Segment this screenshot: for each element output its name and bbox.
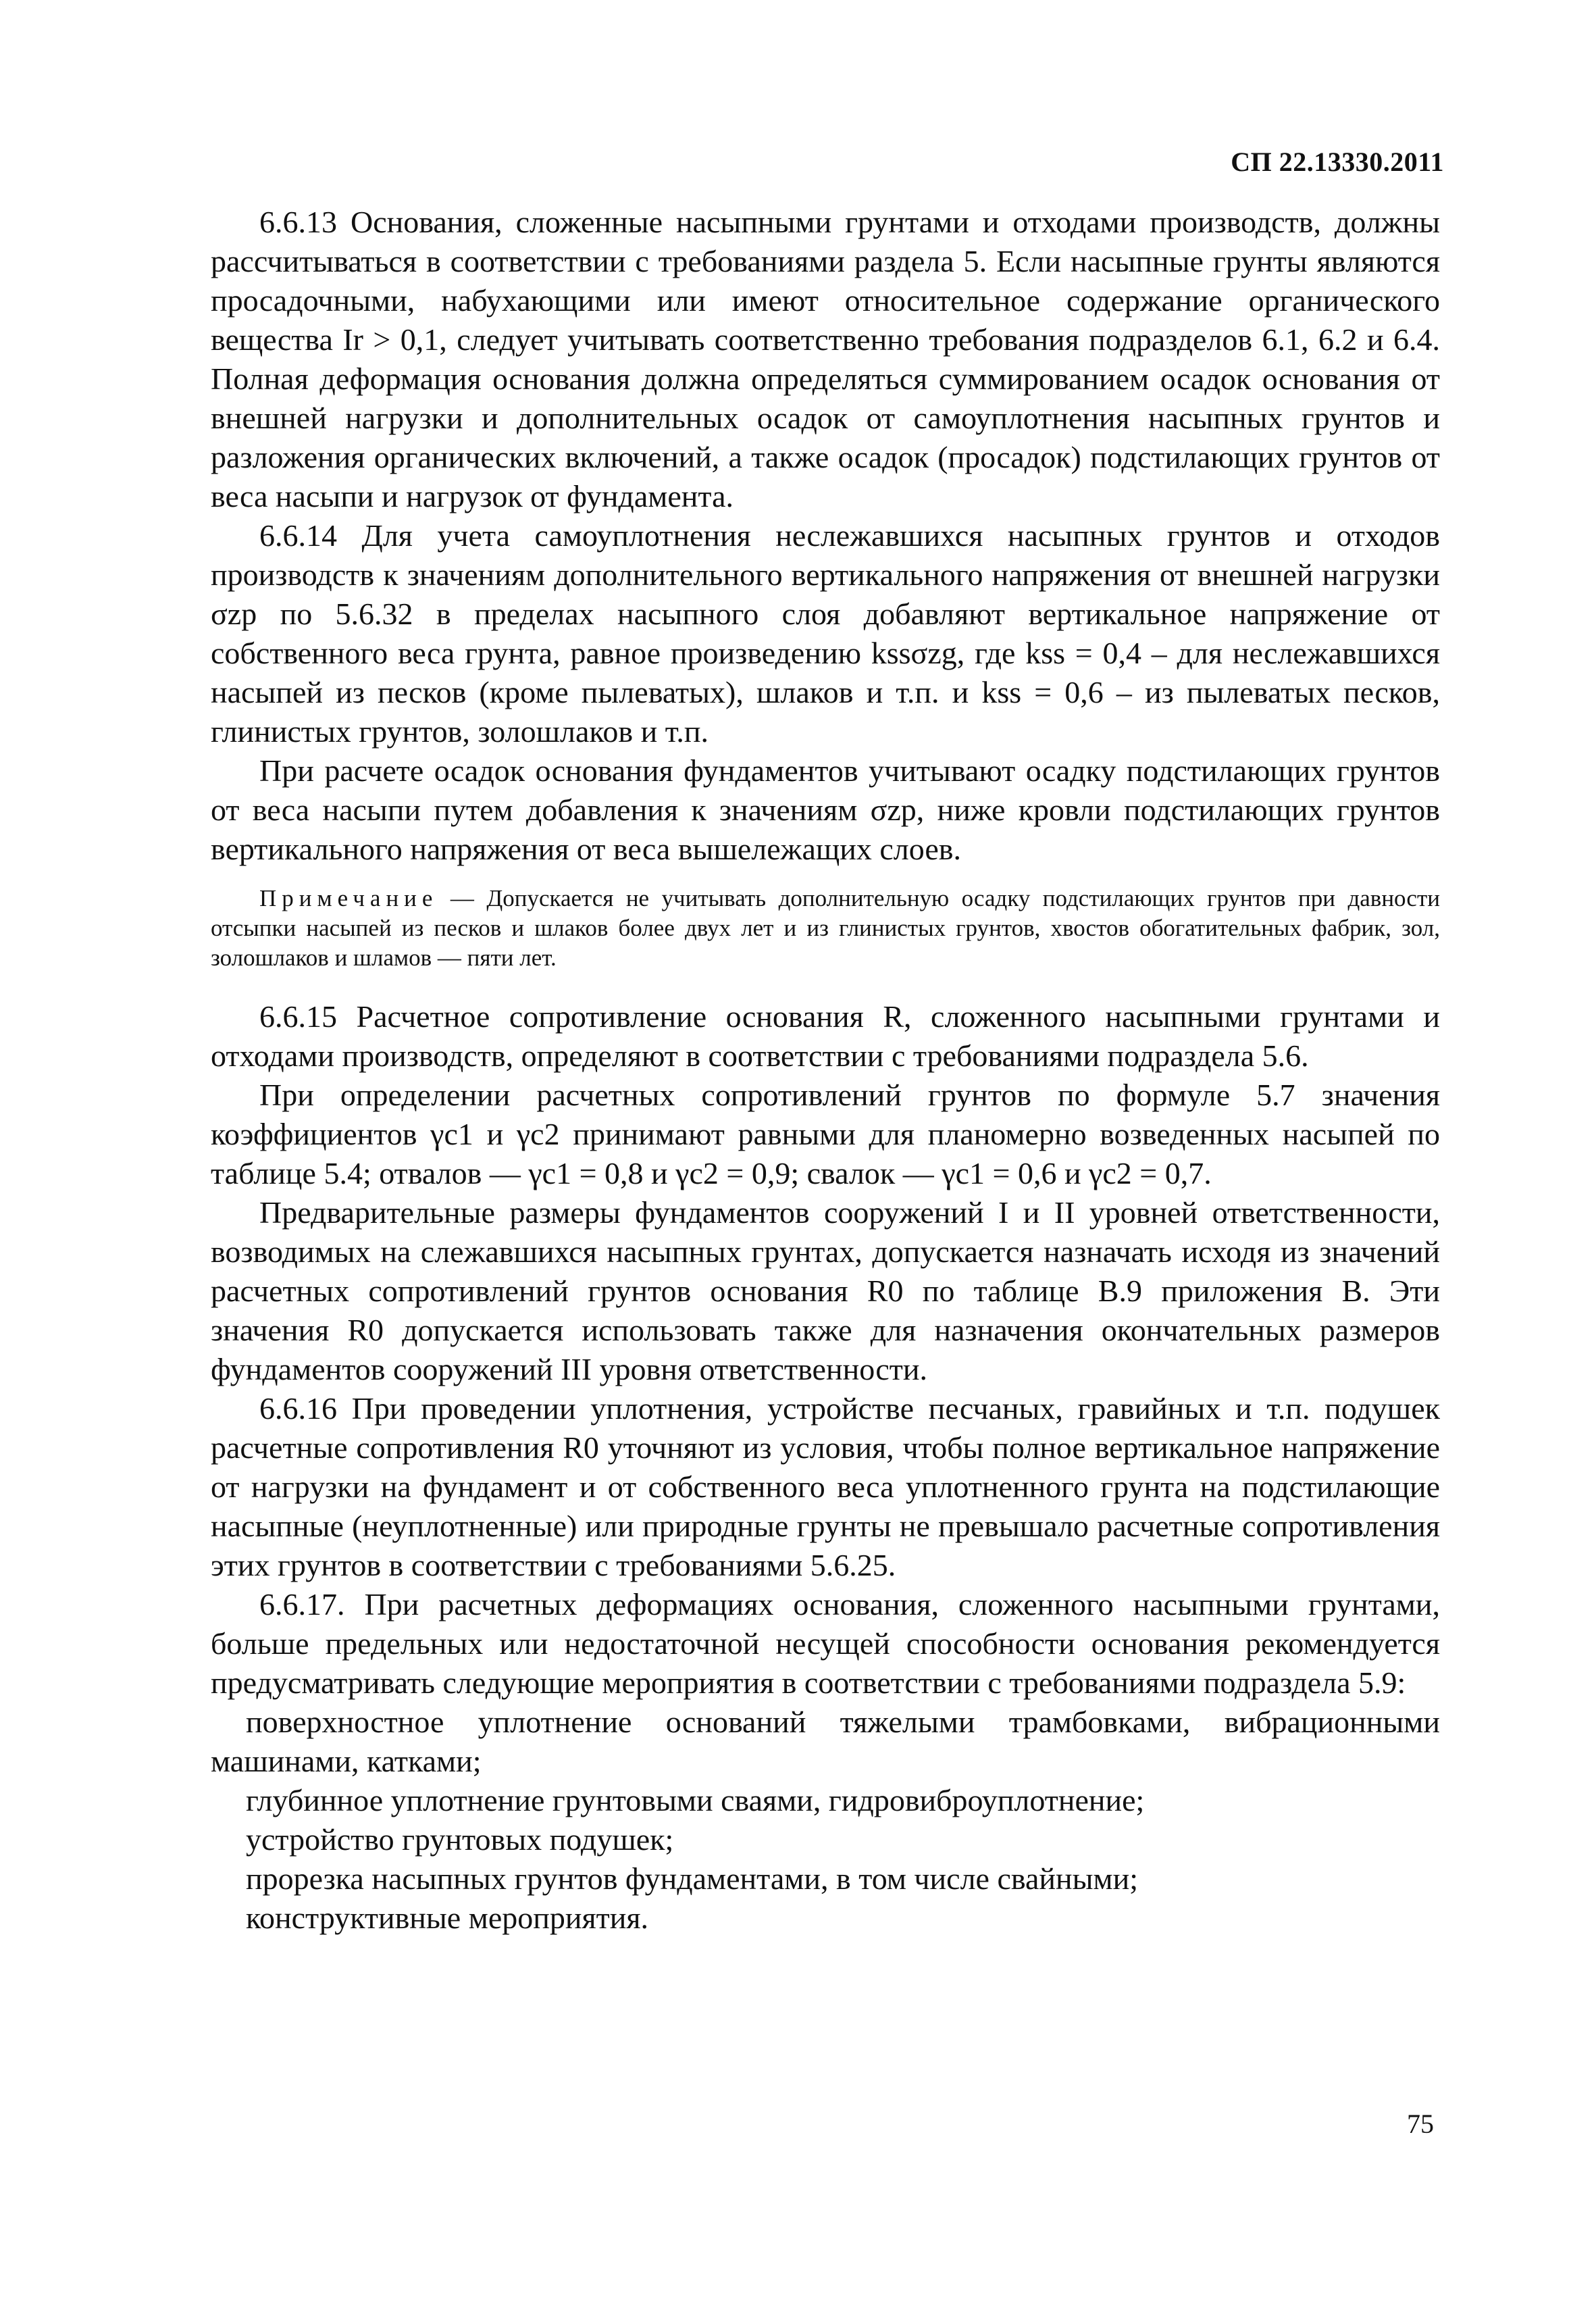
paragraph-6-6-16: 6.6.16 При проведении уплотнения, устройстве песчаных, гравийных и т.п. подушек расчетные сопротивления R0 уточняют из условия, чтобы полное вертикальное напряжение от нагрузки на фундамент и от собственного веса уплотненного грунта на подстилающие насыпные (неуплотненные) или природные грунты не превышало расчетные сопротивления этих грунтов в соответствии с требованиями 5.6.25.	[211, 1391, 1440, 1582]
paragraph-preliminary-dimensions: Предварительные размеры фундаментов сооружений I и II уровней ответственности, возводимых на слежавшихся насыпных грунтах, допускается назначать исходя из значений расчетных сопротивлений грунтов основания R0 по таблице В.9 приложения В. Эти значения R0 допускается использовать также для назначения окончательных размеров фундаментов сооружений III уровня ответственности.	[211, 1195, 1440, 1386]
note-label: Примечание	[259, 885, 438, 911]
document-body	[211, 203, 1440, 1938]
document-code: СП 22.13330.2011	[1231, 147, 1444, 177]
paragraph-6-6-17: 6.6.17. При расчетных деформациях основания, сложенного насыпными грунтами, больше предельных или недостаточной несущей способности основания рекомендуется предусматривать следующие мероприятия в соответствии с требованиями подраздела 5.9:	[211, 1587, 1440, 1700]
measure-item: прорезка насыпных грунтов фундаментами, в том числе свайными;	[246, 1861, 1139, 1896]
page-number: 75	[1407, 2109, 1434, 2139]
measure-item: глубинное уплотнение грунтовыми сваями, гидровиброуплотнение;	[246, 1783, 1145, 1817]
measure-item: устройство грунтовых подушек;	[246, 1822, 674, 1857]
measure-item: поверхностное уплотнение оснований тяжелыми трамбовками, вибрационными машинами, катками;	[211, 1705, 1440, 1778]
paragraph-6-6-13: 6.6.13 Основания, сложенные насыпными грунтами и отходами производств, должны рассчитываться в соответствии с требованиями раздела 5. Если насыпные грунты являются просадочными, набухающими или имеют относительное содержание органического вещества Ir > 0,1, следует учитывать соответственно требования подразделов 6.1, 6.2 и 6.4. Полная деформация основания должна определяться суммированием осадок основания от внешней нагрузки и дополнительных осадок от самоуплотнения насыпных грунтов и разложения органических включений, а также осадок (просадок) подстилающих грунтов от веса насыпи и нагрузок от фундамента.	[211, 205, 1440, 513]
paragraph-6-6-15: 6.6.15 Расчетное сопротивление основания R, сложенного насыпными грунтами и отходами производств, определяют в соответствии с требованиями подраздела 5.6.	[211, 999, 1440, 1073]
paragraph-6-6-14: 6.6.14 Для учета самоуплотнения неслежавшихся насыпных грунтов и отходов производств к значениям дополнительного вертикального напряжения от внешней нагрузки σzp по 5.6.32 в пределах насыпного слоя добавляют вертикальное напряжение от собственного веса грунта, равное произведению kssσzg, где kss = 0,4 – для неслежавшихся насыпей из песков (кроме пылеватых), шлаков и т.п. и kss = 0,6 – из пылеватых песков, глинистых грунтов, золошлаков и т.п.	[211, 518, 1441, 749]
measure-item: конструктивные мероприятия.	[246, 1901, 649, 1935]
note-text: — Допускается не учитывать дополнительную осадку подстилающих грунтов при давности отсыпки насыпей из песков и шлаков более двух лет и из глинистых грунтов, хвостов обогатительных фабрик, зол, золошлаков и шламов — пяти лет.	[211, 885, 1440, 971]
note	[211, 884, 1440, 973]
paragraph-settlement-calculation: При расчете осадок основания фундаментов учитывают осадку подстилающих грунтов от веса насыпи путем добавления к значениям σzp, ниже кровли подстилающих грунтов вертикального напряжения от веса вышележащих слоев.	[211, 753, 1440, 866]
paragraph-resistance-coefficients: При определении расчетных сопротивлений грунтов по формуле 5.7 значения коэффициентов γc1 и γc2 принимают равными для планомерно возведенных насыпей по таблице 5.4; отвалов — γc1 = 0,8 и γc2 = 0,9; свалок — γc1 = 0,6 и γc2 = 0,7.	[211, 1078, 1440, 1190]
